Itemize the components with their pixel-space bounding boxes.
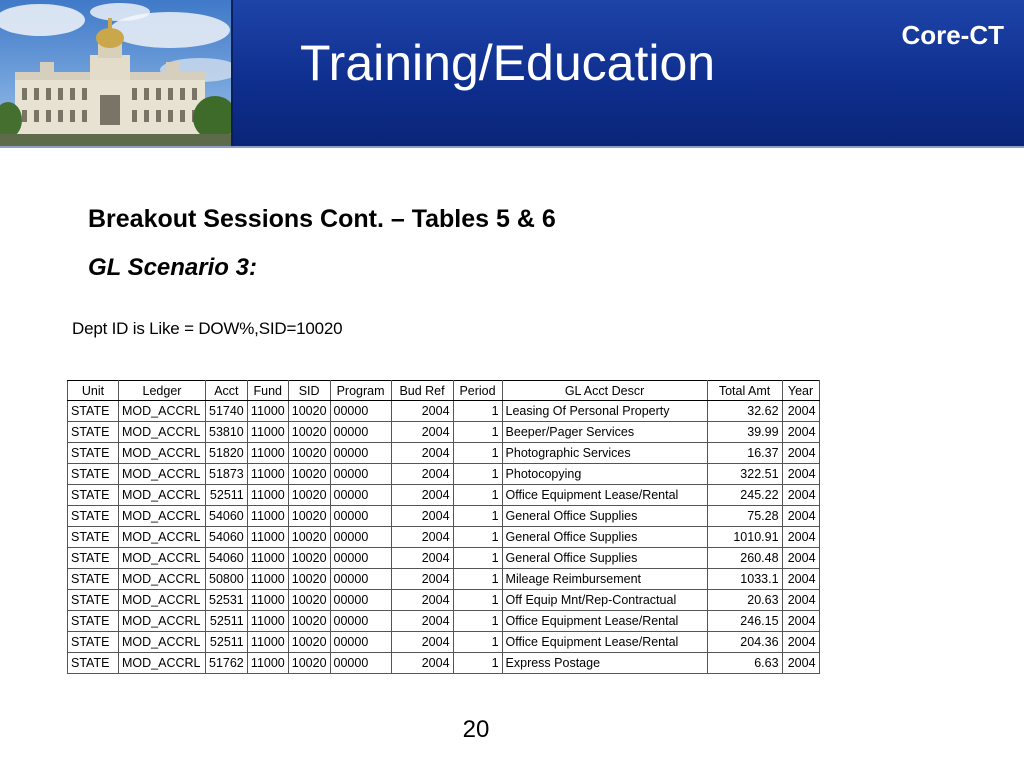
table-cell: 1 — [453, 611, 502, 632]
table-cell: 51762 — [206, 653, 248, 674]
table-cell: 1033.1 — [707, 569, 782, 590]
table-cell: MOD_ACCRL — [119, 464, 206, 485]
table-cell: 1 — [453, 632, 502, 653]
table-cell: 10020 — [288, 422, 330, 443]
table-cell: 2004 — [782, 506, 819, 527]
table-cell: Photocopying — [502, 464, 707, 485]
table-cell: 11000 — [247, 422, 288, 443]
table-cell: STATE — [68, 401, 119, 422]
table-row — [68, 548, 820, 569]
table-row — [68, 464, 820, 485]
table-cell: 53810 — [206, 422, 248, 443]
table-cell: 39.99 — [707, 422, 782, 443]
table-row — [68, 569, 820, 590]
table-cell: 11000 — [247, 569, 288, 590]
column-header: Total Amt — [707, 381, 782, 401]
table-cell: 11000 — [247, 443, 288, 464]
table-cell: 10020 — [288, 611, 330, 632]
table-cell: 1 — [453, 590, 502, 611]
table-cell: 54060 — [206, 506, 248, 527]
table-row — [68, 590, 820, 611]
table-cell: 2004 — [782, 443, 819, 464]
table-cell: 2004 — [782, 632, 819, 653]
table-cell: 2004 — [391, 464, 453, 485]
table-cell: MOD_ACCRL — [119, 422, 206, 443]
table-cell: MOD_ACCRL — [119, 485, 206, 506]
table-cell: Office Equipment Lease/Rental — [502, 485, 707, 506]
table-cell: 00000 — [330, 401, 391, 422]
table-cell: 10020 — [288, 401, 330, 422]
table-cell: Express Postage — [502, 653, 707, 674]
table-cell: 1 — [453, 443, 502, 464]
table-cell: STATE — [68, 611, 119, 632]
table-cell: 11000 — [247, 632, 288, 653]
table-cell: 2004 — [391, 569, 453, 590]
table-cell: STATE — [68, 590, 119, 611]
table-cell: 00000 — [330, 443, 391, 464]
table-cell: 1 — [453, 506, 502, 527]
slide-title: Training/Education — [300, 35, 716, 91]
table-cell: 00000 — [330, 485, 391, 506]
table-row — [68, 401, 820, 422]
table-cell: 2004 — [782, 422, 819, 443]
table-cell: 11000 — [247, 464, 288, 485]
table-cell: 00000 — [330, 632, 391, 653]
table-cell: 10020 — [288, 527, 330, 548]
column-header: GL Acct Descr — [502, 381, 707, 401]
table-cell: Beeper/Pager Services — [502, 422, 707, 443]
table-cell: 2004 — [782, 527, 819, 548]
table-cell: 00000 — [330, 506, 391, 527]
table-cell: 246.15 — [707, 611, 782, 632]
table-cell: 10020 — [288, 569, 330, 590]
table-cell: 2004 — [391, 422, 453, 443]
table-row — [68, 653, 820, 674]
column-header: Acct — [206, 381, 248, 401]
table-cell: 2004 — [782, 611, 819, 632]
table-row — [68, 611, 820, 632]
table-cell: 2004 — [782, 401, 819, 422]
table-cell: MOD_ACCRL — [119, 443, 206, 464]
column-header: Fund — [247, 381, 288, 401]
table-cell: STATE — [68, 422, 119, 443]
table-cell: 245.22 — [707, 485, 782, 506]
table-header-row — [68, 381, 820, 401]
table-cell: 32.62 — [707, 401, 782, 422]
table-cell: STATE — [68, 464, 119, 485]
table-cell: 260.48 — [707, 548, 782, 569]
table-cell: 10020 — [288, 653, 330, 674]
table-row — [68, 527, 820, 548]
table-cell: STATE — [68, 569, 119, 590]
table-cell: 11000 — [247, 590, 288, 611]
table-cell: 6.63 — [707, 653, 782, 674]
table-row — [68, 443, 820, 464]
table-row — [68, 506, 820, 527]
table-cell: 2004 — [782, 485, 819, 506]
table-row — [68, 485, 820, 506]
column-header: Period — [453, 381, 502, 401]
table-cell: 52511 — [206, 485, 248, 506]
table-cell: 1 — [453, 527, 502, 548]
table-cell: 1 — [453, 653, 502, 674]
table-body — [68, 401, 820, 674]
table-cell: 2004 — [391, 527, 453, 548]
table-cell: 16.37 — [707, 443, 782, 464]
table-cell: STATE — [68, 632, 119, 653]
table-cell: 2004 — [782, 548, 819, 569]
table-cell: MOD_ACCRL — [119, 653, 206, 674]
table-cell: 51740 — [206, 401, 248, 422]
table-cell: General Office Supplies — [502, 506, 707, 527]
table-cell: 2004 — [782, 653, 819, 674]
scenario-subheading: GL Scenario 3: — [88, 254, 257, 281]
table-cell: 10020 — [288, 443, 330, 464]
column-header: Ledger — [119, 381, 206, 401]
table-cell: STATE — [68, 485, 119, 506]
column-header: Year — [782, 381, 819, 401]
table-cell: 2004 — [391, 632, 453, 653]
table-cell: 11000 — [247, 401, 288, 422]
table-cell: 1 — [453, 422, 502, 443]
table-cell: MOD_ACCRL — [119, 569, 206, 590]
table-cell: MOD_ACCRL — [119, 506, 206, 527]
table-cell: Office Equipment Lease/Rental — [502, 611, 707, 632]
table-cell: 00000 — [330, 422, 391, 443]
table-cell: STATE — [68, 527, 119, 548]
table-cell: 1010.91 — [707, 527, 782, 548]
table-cell: 54060 — [206, 527, 248, 548]
table-cell: 2004 — [782, 590, 819, 611]
table-cell: MOD_ACCRL — [119, 611, 206, 632]
table-cell: 1 — [453, 485, 502, 506]
table-cell: 52531 — [206, 590, 248, 611]
column-header: Unit — [68, 381, 119, 401]
table-cell: Off Equip Mnt/Rep-Contractual — [502, 590, 707, 611]
table-cell: STATE — [68, 506, 119, 527]
table-cell: 2004 — [391, 653, 453, 674]
table-cell: 50800 — [206, 569, 248, 590]
table-cell: 00000 — [330, 611, 391, 632]
table-cell: 00000 — [330, 653, 391, 674]
column-header: SID — [288, 381, 330, 401]
table-cell: 11000 — [247, 653, 288, 674]
table-row — [68, 632, 820, 653]
table-cell: 00000 — [330, 569, 391, 590]
table-cell: 2004 — [391, 401, 453, 422]
table-cell: MOD_ACCRL — [119, 401, 206, 422]
table-cell: General Office Supplies — [502, 527, 707, 548]
gl-data-table — [67, 380, 820, 674]
table-cell: Mileage Reimbursement — [502, 569, 707, 590]
slide-header — [0, 0, 1024, 148]
table-cell: MOD_ACCRL — [119, 548, 206, 569]
table-cell: 2004 — [391, 485, 453, 506]
table-cell: Leasing Of Personal Property — [502, 401, 707, 422]
table-cell: 75.28 — [707, 506, 782, 527]
table-cell: 1 — [453, 548, 502, 569]
table-cell: 10020 — [288, 485, 330, 506]
table-cell: 11000 — [247, 506, 288, 527]
table-cell: 51820 — [206, 443, 248, 464]
table-cell: Photographic Services — [502, 443, 707, 464]
table-cell: 2004 — [391, 506, 453, 527]
column-header: Bud Ref — [391, 381, 453, 401]
table-cell: 2004 — [391, 443, 453, 464]
table-cell: 54060 — [206, 548, 248, 569]
table-cell: Office Equipment Lease/Rental — [502, 632, 707, 653]
table-cell: 204.36 — [707, 632, 782, 653]
table-cell: 20.63 — [707, 590, 782, 611]
table-cell: 10020 — [288, 548, 330, 569]
table-cell: 00000 — [330, 590, 391, 611]
table-cell: 2004 — [391, 590, 453, 611]
table-cell: MOD_ACCRL — [119, 590, 206, 611]
table-cell: STATE — [68, 443, 119, 464]
table-cell: 2004 — [391, 548, 453, 569]
column-header: Program — [330, 381, 391, 401]
table-cell: 10020 — [288, 590, 330, 611]
table-cell: 11000 — [247, 611, 288, 632]
filter-criteria: Dept ID is Like = DOW%,SID=10020 — [72, 319, 343, 338]
table-cell: 2004 — [782, 569, 819, 590]
table-cell: 00000 — [330, 464, 391, 485]
table-cell: 52511 — [206, 611, 248, 632]
table-cell: 10020 — [288, 506, 330, 527]
table-cell: 2004 — [391, 611, 453, 632]
brand-logo-text: Core-CT — [901, 20, 1004, 50]
table-cell: 1 — [453, 464, 502, 485]
table-cell: 00000 — [330, 548, 391, 569]
table-cell: 11000 — [247, 548, 288, 569]
capitol-building-photo — [0, 0, 233, 146]
table-cell: 11000 — [247, 527, 288, 548]
table-row — [68, 422, 820, 443]
table-cell: 1 — [453, 401, 502, 422]
table-cell: STATE — [68, 653, 119, 674]
table-cell: 00000 — [330, 527, 391, 548]
table-cell: STATE — [68, 548, 119, 569]
table-cell: 52511 — [206, 632, 248, 653]
table-cell: 10020 — [288, 632, 330, 653]
table-cell: 51873 — [206, 464, 248, 485]
table-cell: 2004 — [782, 464, 819, 485]
table-cell: MOD_ACCRL — [119, 632, 206, 653]
table-cell: 11000 — [247, 485, 288, 506]
section-heading: Breakout Sessions Cont. – Tables 5 & 6 — [88, 205, 556, 233]
page-number: 20 — [462, 716, 490, 743]
table-cell: MOD_ACCRL — [119, 527, 206, 548]
table-cell: 10020 — [288, 464, 330, 485]
table-cell: 322.51 — [707, 464, 782, 485]
table-cell: General Office Supplies — [502, 548, 707, 569]
table-cell: 1 — [453, 569, 502, 590]
